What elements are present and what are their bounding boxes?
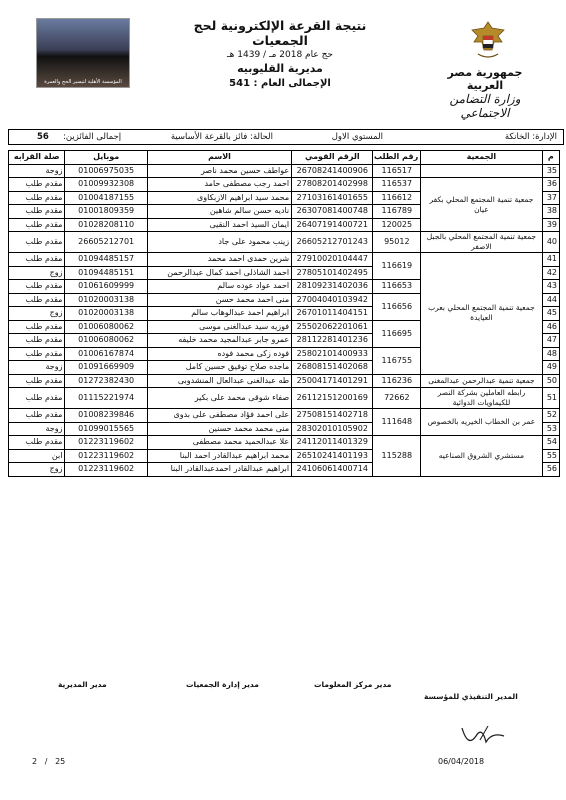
cell-mobile: 01099015565 [65, 422, 147, 436]
cell-national-id: 24106061400714 [292, 463, 373, 477]
cell-national-id: 26407191400721 [292, 218, 373, 232]
grand-total-label: الإجمالى العام : [253, 78, 331, 89]
country-name: جمهورية مصر العربية [447, 66, 523, 92]
cell-association [421, 164, 542, 178]
table-header-row [9, 151, 560, 165]
cell-association: رابطه العاملين بشركة النصر للكيماويات الدوائية [421, 388, 542, 409]
col-header-relation: صلة القرابه [9, 151, 65, 165]
cell-mobile: 01001809359 [65, 205, 147, 219]
print-date: 06/04/2018 [438, 757, 485, 766]
cell-national-id: 28109231402036 [292, 280, 373, 294]
cell-mobile: 01008239846 [65, 409, 147, 423]
cell-request-number: 116537 [373, 178, 421, 192]
cell-national-id: 26808151402068 [292, 361, 373, 375]
cell-name: محمد ابراهيم عبدالقادر احمد البنا [147, 449, 291, 463]
cell-relation: مقدم طلب [9, 374, 65, 388]
cell-relation: مقدم طلب [9, 320, 65, 334]
cell-mobile: 26605212701 [65, 232, 147, 253]
cell-index: 38 [542, 205, 559, 219]
cell-relation: مقدم طلب [9, 232, 65, 253]
col-header-mobile: موبايل [65, 151, 147, 165]
cell-name: محمد سيد ابراهيم الازبكاوى [147, 191, 291, 205]
cell-mobile: 01006975035 [65, 164, 147, 178]
cell-index: 55 [542, 449, 559, 463]
table-row [9, 388, 560, 409]
directorate: مديرية القليوبيه [237, 62, 323, 75]
page-number: 25 [55, 757, 66, 766]
cell-mobile: 01061609999 [65, 280, 147, 294]
cell-index: 48 [542, 347, 559, 361]
table-row [9, 374, 560, 388]
cell-request-number: 116695 [373, 320, 421, 347]
cell-relation: زوج [9, 307, 65, 321]
handwritten-signature [458, 722, 508, 750]
admin-label: الإدارة: الخانكة [504, 132, 557, 142]
cell-name: احمد رجب مصطفى حامد [147, 178, 291, 192]
cell-mobile: 01020003138 [65, 307, 147, 321]
cell-mobile: 01091669909 [65, 361, 147, 375]
cell-mobile: 01020003138 [65, 293, 147, 307]
cell-national-id: 26510241401193 [292, 449, 373, 463]
table-row [9, 409, 560, 423]
cell-national-id: 26708241400906 [292, 164, 373, 178]
cell-request-number: 111648 [373, 409, 421, 436]
cell-index: 52 [542, 409, 559, 423]
cell-name: احمد الشاذلى احمد كمال عبدالرحمن [147, 266, 291, 280]
cell-index: 42 [542, 266, 559, 280]
cell-name: على احمد فؤاد مصطفى على بدوى [147, 409, 291, 423]
col-header-request: رقم الطلب [373, 151, 421, 165]
cell-index: 45 [542, 307, 559, 321]
cell-index: 37 [542, 191, 559, 205]
cell-index: 44 [542, 293, 559, 307]
cell-relation: زوج [9, 463, 65, 477]
cell-relation: مقدم طلب [9, 334, 65, 348]
cell-request-number: 120025 [373, 218, 421, 232]
cell-relation: مقدم طلب [9, 347, 65, 361]
cell-national-id: 27808201402998 [292, 178, 373, 192]
cell-mobile: 01223119602 [65, 463, 147, 477]
cell-index: 49 [542, 361, 559, 375]
cell-mobile: 01094485157 [65, 253, 147, 267]
cell-name: ماجده صلاح توفيق حسين كامل [147, 361, 291, 375]
col-header-name: الاسم [147, 151, 291, 165]
cell-request-number: 116789 [373, 205, 421, 219]
cell-association: جمعية تنمية المجتمع المحلي بكفر عيان [421, 178, 542, 232]
cell-index: 51 [542, 388, 559, 409]
cell-name: ابراهيم عبدالقادر احمدعبدالقادر البنا [147, 463, 291, 477]
cell-national-id: 27103161401655 [292, 191, 373, 205]
cell-relation: زوجة [9, 422, 65, 436]
cell-association: جمعية تنمية المجتمع المحلي بالجبل الاصفر [421, 232, 542, 253]
cell-name: ناديه حسن سالم شاهين [147, 205, 291, 219]
cell-mobile: 01115221974 [65, 388, 147, 409]
col-header-index: م [542, 151, 559, 165]
cell-national-id: 25502062201061 [292, 320, 373, 334]
cell-request-number: 116619 [373, 253, 421, 280]
page-total: 2 [32, 757, 38, 766]
cell-name: ابراهيم احمد عبدالوهاب سالم [147, 307, 291, 321]
cell-mobile: 01006080062 [65, 334, 147, 348]
cell-mobile: 01028208110 [65, 218, 147, 232]
col-header-association: الجمعية [421, 151, 542, 165]
sig-executive-manager: المدير التنفيذي للمؤسسة [424, 692, 518, 701]
info-bar [8, 129, 564, 145]
cell-national-id: 27805101402495 [292, 266, 373, 280]
cell-name: صفاء شوقى محمد على بكير [147, 388, 291, 409]
cell-index: 40 [542, 232, 559, 253]
cell-relation: مقدم طلب [9, 388, 65, 409]
cell-index: 47 [542, 334, 559, 348]
winners-value: 56 [37, 132, 49, 142]
cell-request-number: 116236 [373, 374, 421, 388]
results-table [8, 150, 560, 477]
cell-relation: مقدم طلب [9, 178, 65, 192]
cell-relation: مقدم طلب [9, 409, 65, 423]
cell-index: 41 [542, 253, 559, 267]
cell-relation: زوجة [9, 361, 65, 375]
ministry-name: وزارة التضامن الاجتماعي [449, 92, 521, 120]
table-row [9, 164, 560, 178]
sig-directorate-manager: مدير المديرية [58, 680, 107, 689]
cell-national-id: 28112281401236 [292, 334, 373, 348]
level-label: المستوي الاول [331, 132, 383, 142]
hajj-year: حج عام 2018 مـ / 1439 هـ [227, 50, 333, 60]
cell-national-id: 24112011401329 [292, 436, 373, 450]
cell-association: جمعية تنمية المجتمع المحلي بعرب العيايدة [421, 253, 542, 375]
table-row [9, 232, 560, 253]
cell-request-number: 116612 [373, 191, 421, 205]
cell-request-number: 116755 [373, 347, 421, 374]
cell-mobile: 01094485151 [65, 266, 147, 280]
cell-national-id: 27910020104447 [292, 253, 373, 267]
col-header-national-id: الرقم القومي [292, 151, 373, 165]
sig-info-center-manager: مدير مركز المعلومات [314, 680, 392, 689]
cell-request-number: 116517 [373, 164, 421, 178]
cell-index: 50 [542, 374, 559, 388]
sig-associations-manager: مدير إدارة الجمعيات [186, 680, 259, 689]
cell-index: 54 [542, 436, 559, 450]
grand-total [180, 78, 380, 89]
page-separator: / [44, 757, 48, 766]
logo-caption: المؤسسة الأهلية لتيسير الحج والعمرة [44, 79, 122, 85]
cell-relation: مقدم طلب [9, 436, 65, 450]
cell-index: 35 [542, 164, 559, 178]
cell-national-id: 27004040103942 [292, 293, 373, 307]
cell-name: منى احمد محمد حسن [147, 293, 291, 307]
cell-name: طه عبدالغنى عبدالعال المنشدوبى [147, 374, 291, 388]
cell-index: 39 [542, 218, 559, 232]
cell-name: فوده زكى محمد فوده [147, 347, 291, 361]
cell-relation: زوجة [9, 164, 65, 178]
cell-mobile: 01006167874 [65, 347, 147, 361]
cell-national-id: 27508151402718 [292, 409, 373, 423]
cell-mobile: 01006080062 [65, 320, 147, 334]
cell-request-number: 72662 [373, 388, 421, 409]
cell-national-id: 26605212701243 [292, 232, 373, 253]
cell-index: 36 [542, 178, 559, 192]
table-row [9, 253, 560, 267]
cell-mobile: 01223119602 [65, 436, 147, 450]
cell-national-id: 26701011404151 [292, 307, 373, 321]
winners-label: إجمالى الفائزين: [63, 132, 122, 142]
cell-mobile: 01272382430 [65, 374, 147, 388]
cell-index: 53 [542, 422, 559, 436]
cell-national-id: 25004171401291 [292, 374, 373, 388]
cell-relation: مقدم طلب [9, 253, 65, 267]
cell-national-id: 26112151200169 [292, 388, 373, 409]
cell-mobile: 01223119602 [65, 449, 147, 463]
cell-association: مستشري الشروق الصناعيه [421, 436, 542, 477]
table-row [9, 178, 560, 192]
page-indicator [32, 757, 65, 766]
cell-mobile: 01009932308 [65, 178, 147, 192]
cell-request-number: 116656 [373, 293, 421, 320]
cell-relation: مقدم طلب [9, 293, 65, 307]
cell-name: شرين حمدى احمد محمد [147, 253, 291, 267]
cell-name: احمد عواد عوده سالم [147, 280, 291, 294]
page-title: نتيجة القرعة الإلكترونية لحج الجمعيات [193, 18, 367, 48]
cell-request-number: 116653 [373, 280, 421, 294]
cell-mobile: 01004187155 [65, 191, 147, 205]
cell-name: علا عبدالحميد محمد مصطفى [147, 436, 291, 450]
cell-national-id: 25802101400933 [292, 347, 373, 361]
grand-total-value: 541 [229, 78, 251, 89]
cell-name: فوزيه سيد عبدالغنى موسى [147, 320, 291, 334]
status-label: الحالة: فائز بالقرعة الأساسية [170, 132, 273, 142]
cell-relation: مقدم طلب [9, 218, 65, 232]
cell-association: عمر بن الخطاب الخيريه بالخصوص [421, 409, 542, 436]
cell-name: ايمان السيد احمد النقيى [147, 218, 291, 232]
title-block [180, 18, 380, 89]
cell-name: زينب محمود على جاد [147, 232, 291, 253]
cell-index: 56 [542, 463, 559, 477]
eagle-emblem-icon [468, 20, 508, 64]
kaaba-logo [36, 18, 130, 88]
cell-relation: مقدم طلب [9, 280, 65, 294]
cell-national-id: 28302010105902 [292, 422, 373, 436]
cell-request-number: 95012 [373, 232, 421, 253]
cell-index: 43 [542, 280, 559, 294]
ministry-logo [430, 66, 540, 120]
cell-name: عمرو جابر عبدالمجيد محمد خليفه [147, 334, 291, 348]
cell-relation: مقدم طلب [9, 205, 65, 219]
table-row [9, 436, 560, 450]
cell-association: جمعية تنمية عبدالرحمن عبدالمغنى [421, 374, 542, 388]
cell-national-id: 26307081400748 [292, 205, 373, 219]
cell-relation: ابن [9, 449, 65, 463]
cell-relation: زوج [9, 266, 65, 280]
cell-name: منى محمد محمد حسنين [147, 422, 291, 436]
cell-relation: مقدم طلب [9, 191, 65, 205]
cell-index: 46 [542, 320, 559, 334]
cell-request-number: 115288 [373, 436, 421, 477]
cell-name: عواطف حسين محمد ناصر [147, 164, 291, 178]
